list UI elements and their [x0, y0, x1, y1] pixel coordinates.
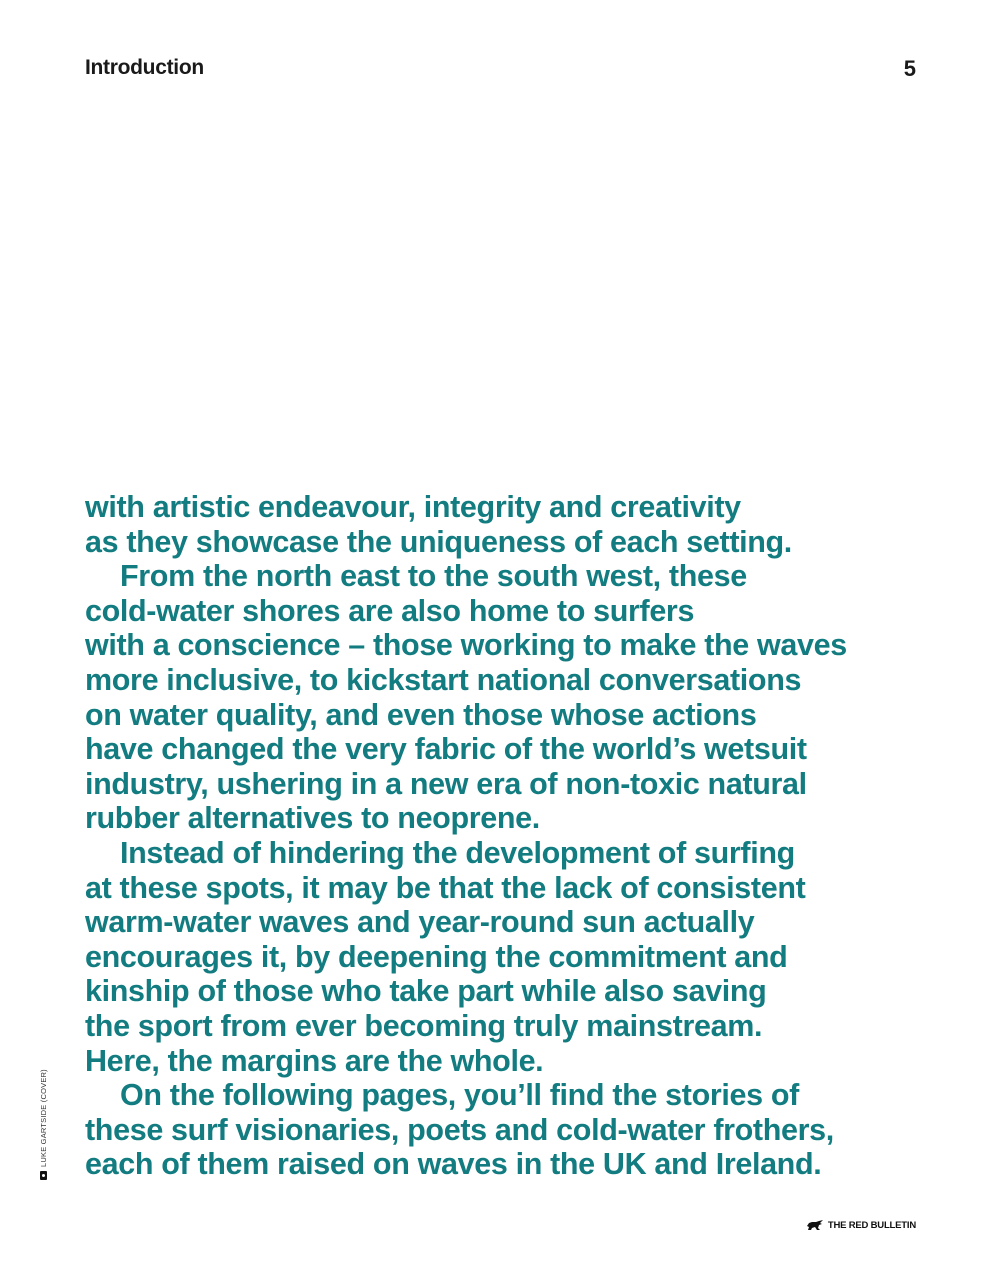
- text-line: these surf visionaries, poets and cold-water frothers,: [85, 1112, 834, 1147]
- page-number: 5: [903, 56, 916, 81]
- text-line: more inclusive, to kickstart national conversations: [85, 662, 802, 697]
- paragraph-start-line: From the north east to the south west, these: [120, 559, 747, 594]
- brand-name: THE RED BULLETIN: [827, 1220, 916, 1231]
- article-body: [85, 490, 945, 1182]
- text-line: each of them raised on waves in the UK and Ireland.: [85, 1147, 822, 1182]
- text-line: the sport from ever becoming truly mainstream.: [85, 1008, 763, 1043]
- text-line: with a conscience – those working to make the waves: [85, 628, 847, 663]
- text-line: as they showcase the uniqueness of each setting.: [85, 524, 792, 559]
- paragraph-start-line: On the following pages, you’ll find the stories of: [120, 1078, 799, 1113]
- text-line: cold-water shores are also home to surfers: [85, 593, 695, 628]
- photo-credit-text: LUKE GARTSIDE (COVER): [39, 1069, 48, 1167]
- page-header: [85, 56, 916, 86]
- text-line: on water quality, and even those whose actions: [85, 697, 757, 732]
- text-line: Here, the margins are the whole.: [85, 1043, 544, 1078]
- camera-icon: [40, 1171, 47, 1180]
- text-line: have changed the very fabric of the world’s wetsuit: [85, 732, 807, 767]
- text-line: industry, ushering in a new era of non-toxic natural: [85, 766, 807, 801]
- text-line: rubber alternatives to neoprene.: [85, 801, 540, 836]
- text-line: warm-water waves and year-round sun actually: [85, 905, 755, 940]
- text-line: kinship of those who take part while also saving: [85, 974, 767, 1009]
- bull-logo-icon: [806, 1220, 824, 1231]
- text-line: encourages it, by deepening the commitment and: [85, 939, 788, 974]
- paragraph-start-line: Instead of hindering the development of surfing: [120, 835, 795, 870]
- publication-brand: [806, 1220, 916, 1231]
- section-title: Introduction: [85, 56, 204, 79]
- text-line: with artistic endeavour, integrity and creativity: [85, 490, 741, 524]
- text-line: at these spots, it may be that the lack of consistent: [85, 870, 806, 905]
- photo-credit: [39, 1069, 48, 1180]
